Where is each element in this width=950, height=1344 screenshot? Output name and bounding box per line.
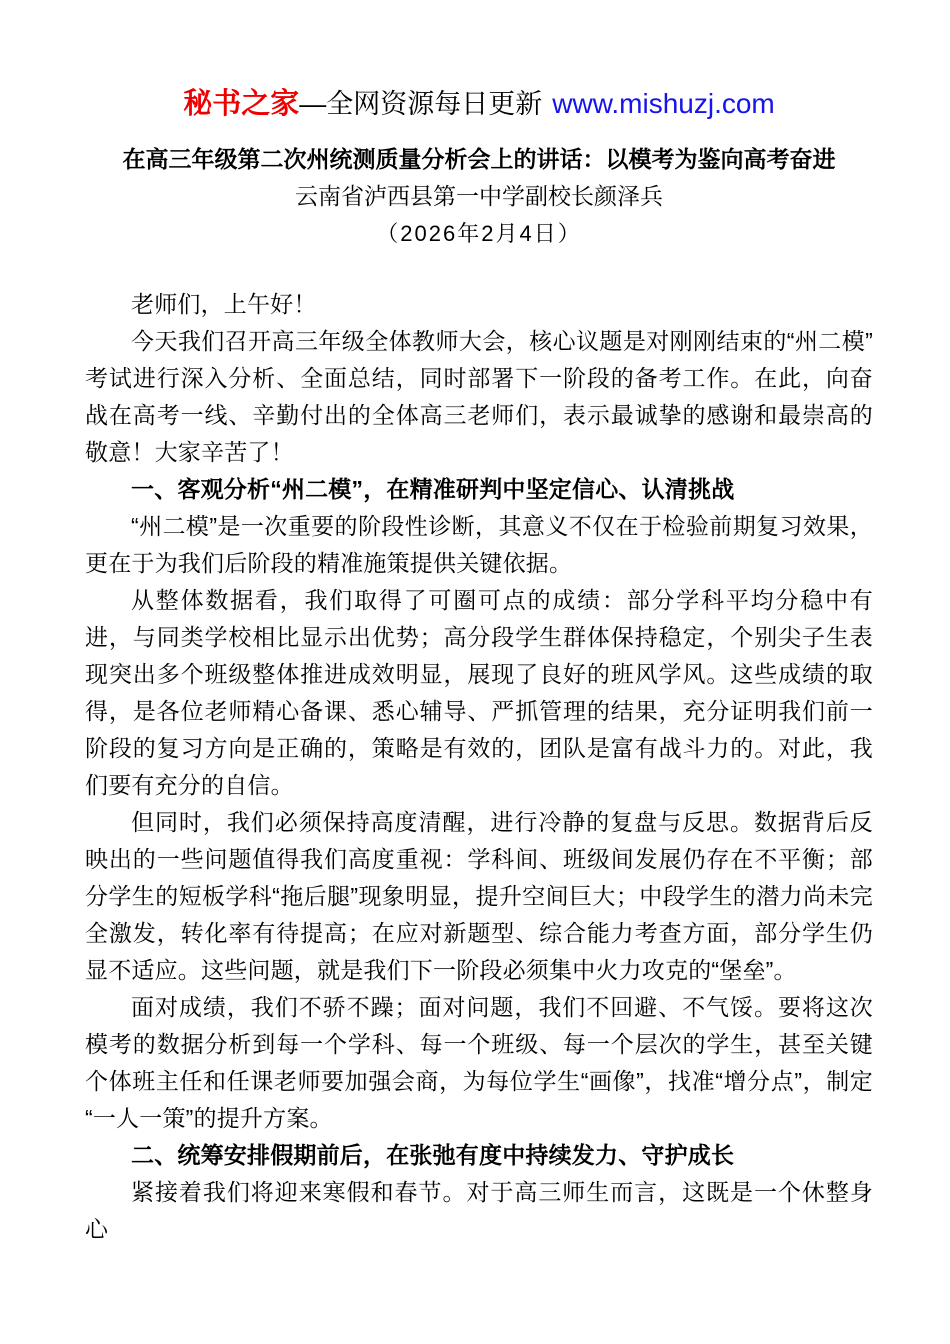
document-body (85, 286, 873, 1248)
document-title: 在高三年级第二次州统测质量分析会上的讲话：以模考为鉴向高考奋进 (122, 146, 836, 172)
site-url-link[interactable]: www.mishuzj.com (552, 88, 775, 119)
paragraph-section1-3: 但同时，我们必须保持高度清醒，进行冷静的复盘与反思。数据背后反映出的一些问题值得我们高度重视：学科间、班级间发展仍存在不平衡；部分学生的短板学科“拖后腿”现象明显，提升空间巨大；中段学生的潜力尚未完全激发，转化率有待提高；在应对新题型、综合能力考查方面，部分学生仍显不适应。这些问题，就是我们下一阶段必须集中火力攻克的“堡垒”。 (85, 809, 873, 983)
paragraph-intro: 今天我们召开高三年级全体教师大会，核心议题是对刚刚结束的“州二模”考试进行深入分析、全面总结，同时部署下一阶段的备考工作。在此，向奋战在高考一线、辛勤付出的全体高三老师们，表示最诚挚的感谢和最崇高的敬意！大家辛苦了！ (85, 328, 873, 465)
site-header (85, 88, 873, 125)
document-author-line: 云南省泸西县第一中学副校长颜泽兵 (295, 183, 663, 209)
document-date-line: （2026年2月4日） (376, 221, 582, 246)
paragraph-section1-2: 从整体数据看，我们取得了可圈可点的成绩：部分学科平均分稳中有进，与同类学校相比显示出优势；高分段学生群体保持稳定，个别尖子生表现突出多个班级整体推进成效明显，展现了良好的班风学风。这些成绩的取得，是各位老师精心备课、悉心辅导、严抓管理的结果，充分证明我们前一阶段的复习方向是正确的，策略是有效的，团队是富有战斗力的。对此，我们要有充分的自信。 (85, 587, 873, 798)
site-tagline: 全网资源每日更新 (326, 89, 543, 119)
site-brand: 秘书之家 (183, 88, 300, 120)
paragraph-greeting: 老师们，上午好！ (131, 291, 317, 317)
paragraph-section1-1: “州二模”是一次重要的阶段性诊断，其意义不仅在于检验前期复习效果，更在于为我们后阶段的精准施策提供关键依据。 (85, 513, 873, 576)
paragraph-section2-1: 紧接着我们将迎来寒假和春节。对于高三师生而言，这既是一个休整身心 (85, 1179, 873, 1242)
paragraph-section1-4: 面对成绩，我们不骄不躁；面对问题，我们不回避、不气馁。要将这次模考的数据分析到每一个学科、每一个班级、每一个层次的学生，甚至关键个体班主任和任课老师要加强会商，为每位学生“画像”，找准“增分点”，制定“一人一策”的提升方案。 (85, 994, 873, 1131)
section-heading-2: 二、统筹安排假期前后，在张弛有度中持续发力、守护成长 (131, 1142, 735, 1168)
section-heading-1: 一、客观分析“州二模”，在精准研判中坚定信心、认清挑战 (131, 476, 735, 502)
brand-separator: — (299, 89, 327, 119)
